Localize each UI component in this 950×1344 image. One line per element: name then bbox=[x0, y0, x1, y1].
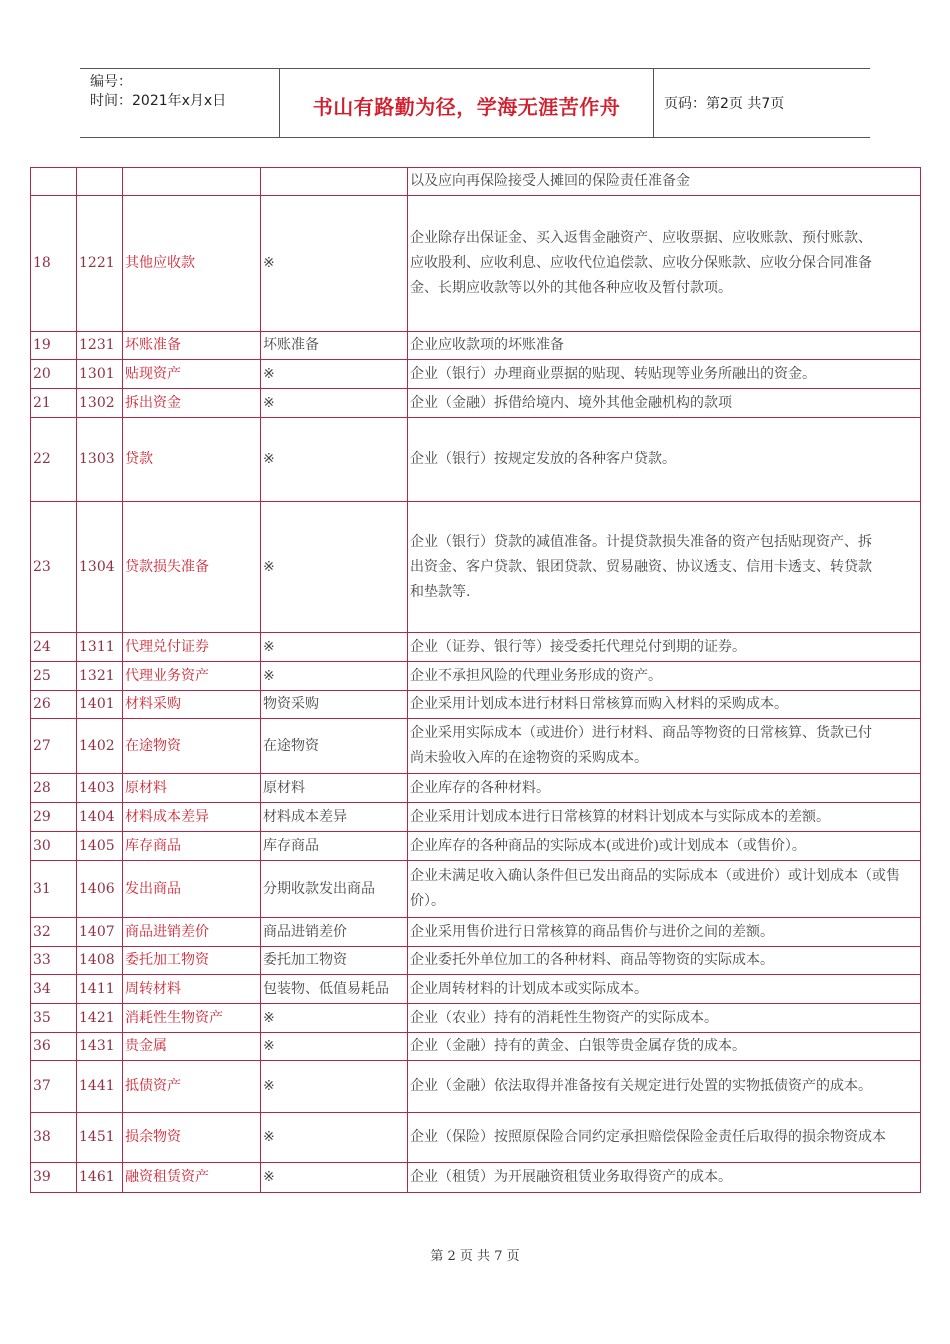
account-name: 坏账准备 bbox=[123, 332, 261, 360]
table-row bbox=[31, 633, 921, 662]
old-account-name: ※ bbox=[261, 633, 408, 662]
account-description: 企业库存的各种材料。 bbox=[408, 774, 921, 803]
account-code bbox=[77, 168, 123, 196]
account-description: 企业（金融）依法取得并准备按有关规定进行处置的实物抵债资产的成本。 bbox=[408, 1061, 921, 1113]
account-description: 企业（银行）办理商业票据的贴现、转贴现等业务所融出的资金。 bbox=[408, 360, 921, 389]
row-number: 25 bbox=[31, 662, 77, 691]
row-number: 22 bbox=[31, 418, 77, 502]
table-row bbox=[31, 1061, 921, 1113]
account-code: 1421 bbox=[77, 1004, 123, 1033]
account-code: 1401 bbox=[77, 691, 123, 719]
row-number: 23 bbox=[31, 502, 77, 633]
header-page-info: 页码：第2页 共7页 bbox=[664, 96, 785, 112]
account-code: 1411 bbox=[77, 975, 123, 1004]
account-description: 企业未满足收入确认条件但已发出商品的实际成本（或进价）或计划成本（或售价）。 bbox=[408, 861, 921, 918]
table-row bbox=[31, 1113, 921, 1163]
old-account-name: 库存商品 bbox=[261, 832, 408, 861]
account-code: 1402 bbox=[77, 719, 123, 774]
account-name: 在途物资 bbox=[123, 719, 261, 774]
row-number: 19 bbox=[31, 332, 77, 360]
old-account-name: ※ bbox=[261, 1113, 408, 1163]
account-code: 1404 bbox=[77, 803, 123, 832]
row-number: 24 bbox=[31, 633, 77, 662]
account-name: 周转材料 bbox=[123, 975, 261, 1004]
account-code: 1321 bbox=[77, 662, 123, 691]
old-account-name: 分期收款发出商品 bbox=[261, 861, 408, 918]
account-name: 融资租赁资产 bbox=[123, 1163, 261, 1193]
account-code: 1431 bbox=[77, 1033, 123, 1061]
row-number: 30 bbox=[31, 832, 77, 861]
account-description: 企业（农业）持有的消耗性生物资产的实际成本。 bbox=[408, 1004, 921, 1033]
account-name: 贷款损失准备 bbox=[123, 502, 261, 633]
account-name: 材料采购 bbox=[123, 691, 261, 719]
account-code: 1451 bbox=[77, 1113, 123, 1163]
row-number: 27 bbox=[31, 719, 77, 774]
old-account-name: 委托加工物资 bbox=[261, 947, 408, 975]
row-number: 21 bbox=[31, 389, 77, 418]
table-row bbox=[31, 1004, 921, 1033]
account-name: 损余物资 bbox=[123, 1113, 261, 1163]
page-footer: 第 2 页 共 7 页 bbox=[430, 1249, 520, 1264]
page-header bbox=[80, 68, 870, 138]
table-row bbox=[31, 774, 921, 803]
account-name: 商品进销差价 bbox=[123, 918, 261, 947]
account-description: 企业周转材料的计划成本或实际成本。 bbox=[408, 975, 921, 1004]
row-number: 31 bbox=[31, 861, 77, 918]
account-code: 1441 bbox=[77, 1061, 123, 1113]
old-account-name: ※ bbox=[261, 502, 408, 633]
table-row bbox=[31, 861, 921, 918]
old-account-name: 原材料 bbox=[261, 774, 408, 803]
header-meta bbox=[80, 69, 280, 137]
account-name: 发出商品 bbox=[123, 861, 261, 918]
account-name: 委托加工物资 bbox=[123, 947, 261, 975]
account-description: 企业库存的各种商品的实际成本(或进价)或计划成本（或售价）。 bbox=[408, 832, 921, 861]
row-number: 34 bbox=[31, 975, 77, 1004]
account-code: 1302 bbox=[77, 389, 123, 418]
account-name: 消耗性生物资产 bbox=[123, 1004, 261, 1033]
table-row bbox=[31, 947, 921, 975]
account-name: 代理兑付证券 bbox=[123, 633, 261, 662]
account-description: 以及应向再保险接受人摊回的保险责任准备金 bbox=[408, 168, 921, 196]
table-row bbox=[31, 389, 921, 418]
account-name: 贷款 bbox=[123, 418, 261, 502]
account-name: 其他应收款 bbox=[123, 196, 261, 332]
row-number: 36 bbox=[31, 1033, 77, 1061]
table-row bbox=[31, 803, 921, 832]
account-code: 1461 bbox=[77, 1163, 123, 1193]
row-number: 37 bbox=[31, 1061, 77, 1113]
old-account-name: ※ bbox=[261, 662, 408, 691]
table-row bbox=[31, 719, 921, 774]
old-account-name: ※ bbox=[261, 1033, 408, 1061]
account-name: 贴现资产 bbox=[123, 360, 261, 389]
account-code: 1403 bbox=[77, 774, 123, 803]
account-description: 企业（银行）按规定发放的各种客户贷款。 bbox=[408, 418, 921, 502]
account-description: 企业委托外单位加工的各种材料、商品等物资的实际成本。 bbox=[408, 947, 921, 975]
account-code: 1408 bbox=[77, 947, 123, 975]
account-description: 企业（银行）贷款的减值准备。计提贷款损失准备的资产包括贴现资产、拆 出资金、客户贷款、银团贷款、贸易融资、协议透支、信用卡透支、转贷款 和垫款等. bbox=[408, 502, 921, 633]
table-row bbox=[31, 918, 921, 947]
account-code: 1304 bbox=[77, 502, 123, 633]
account-description: 企业（金融）持有的黄金、白银等贵金属存货的成本。 bbox=[408, 1033, 921, 1061]
row-number: 38 bbox=[31, 1113, 77, 1163]
old-account-name bbox=[261, 168, 408, 196]
row-number: 29 bbox=[31, 803, 77, 832]
old-account-name: ※ bbox=[261, 1163, 408, 1193]
account-code: 1301 bbox=[77, 360, 123, 389]
table-row bbox=[31, 418, 921, 502]
row-number: 35 bbox=[31, 1004, 77, 1033]
document-date-label: 时间：2021年x月x日 bbox=[90, 93, 227, 109]
account-name: 代理业务资产 bbox=[123, 662, 261, 691]
table-row bbox=[31, 832, 921, 861]
old-account-name: ※ bbox=[261, 1004, 408, 1033]
account-name: 拆出资金 bbox=[123, 389, 261, 418]
old-account-name: ※ bbox=[261, 418, 408, 502]
account-code: 1407 bbox=[77, 918, 123, 947]
row-number: 20 bbox=[31, 360, 77, 389]
account-description: 企业除存出保证金、买入返售金融资产、应收票据、应收账款、预付账款、 应收股利、应收利息、应收代位追偿款、应收分保账款、应收分保合同准备 金、长期应收款等以外的其他各种应收及暂付款项。 bbox=[408, 196, 921, 332]
table-row bbox=[31, 332, 921, 360]
old-account-name: 物资采购 bbox=[261, 691, 408, 719]
old-account-name: ※ bbox=[261, 389, 408, 418]
header-motto-cell bbox=[280, 69, 654, 137]
table-row bbox=[31, 360, 921, 389]
account-name: 库存商品 bbox=[123, 832, 261, 861]
account-name: 原材料 bbox=[123, 774, 261, 803]
account-description: 企业采用计划成本进行日常核算的材料计划成本与实际成本的差额。 bbox=[408, 803, 921, 832]
row-number bbox=[31, 168, 77, 196]
account-name: 材料成本差异 bbox=[123, 803, 261, 832]
account-description: 企业采用售价进行日常核算的商品售价与进价之间的差额。 bbox=[408, 918, 921, 947]
table-row bbox=[31, 691, 921, 719]
account-description: 企业不承担风险的代理业务形成的资产。 bbox=[408, 662, 921, 691]
account-description: 企业采用实际成本（或进价）进行材料、商品等物资的日常核算、货款已付 尚未验收入库的在途物资的采购成本。 bbox=[408, 719, 921, 774]
account-code: 1221 bbox=[77, 196, 123, 332]
table-row bbox=[31, 1033, 921, 1061]
row-number: 39 bbox=[31, 1163, 77, 1193]
account-description: 企业（金融）拆借给境内、境外其他金融机构的款项 bbox=[408, 389, 921, 418]
account-description: 企业（租赁）为开展融资租赁业务取得资产的成本。 bbox=[408, 1163, 921, 1193]
table-row bbox=[31, 168, 921, 196]
account-description: 企业应收款项的坏账准备 bbox=[408, 332, 921, 360]
account-name: 抵债资产 bbox=[123, 1061, 261, 1113]
old-account-name: 商品进销差价 bbox=[261, 918, 408, 947]
account-description: 企业（保险）按照原保险合同约定承担赔偿保险金责任后取得的损余物资成本 bbox=[408, 1113, 921, 1163]
account-code: 1311 bbox=[77, 633, 123, 662]
old-account-name: ※ bbox=[261, 1061, 408, 1113]
table-row bbox=[31, 196, 921, 332]
account-name bbox=[123, 168, 261, 196]
table-row bbox=[31, 502, 921, 633]
account-codes-table bbox=[30, 167, 921, 1193]
account-code: 1405 bbox=[77, 832, 123, 861]
account-description: 企业（证券、银行等）接受委托代理兑付到期的证券。 bbox=[408, 633, 921, 662]
table-row bbox=[31, 662, 921, 691]
row-number: 28 bbox=[31, 774, 77, 803]
old-account-name: 包装物、低值易耗品 bbox=[261, 975, 408, 1004]
account-description: 企业采用计划成本进行材料日常核算而购入材料的采购成本。 bbox=[408, 691, 921, 719]
old-account-name: 在途物资 bbox=[261, 719, 408, 774]
old-account-name: 材料成本差异 bbox=[261, 803, 408, 832]
account-code: 1303 bbox=[77, 418, 123, 502]
row-number: 26 bbox=[31, 691, 77, 719]
table-row bbox=[31, 975, 921, 1004]
row-number: 18 bbox=[31, 196, 77, 332]
old-account-name: ※ bbox=[261, 360, 408, 389]
table-row bbox=[31, 1163, 921, 1193]
old-account-name: 坏账准备 bbox=[261, 332, 408, 360]
account-code: 1406 bbox=[77, 861, 123, 918]
old-account-name: ※ bbox=[261, 196, 408, 332]
account-codes-body bbox=[31, 168, 921, 1193]
account-name: 贵金属 bbox=[123, 1033, 261, 1061]
account-code: 1231 bbox=[77, 332, 123, 360]
document-number-label: 编号： bbox=[90, 74, 132, 90]
header-motto: 书山有路勤为径，学海无涯苦作舟 bbox=[312, 94, 621, 119]
row-number: 32 bbox=[31, 918, 77, 947]
row-number: 33 bbox=[31, 947, 77, 975]
